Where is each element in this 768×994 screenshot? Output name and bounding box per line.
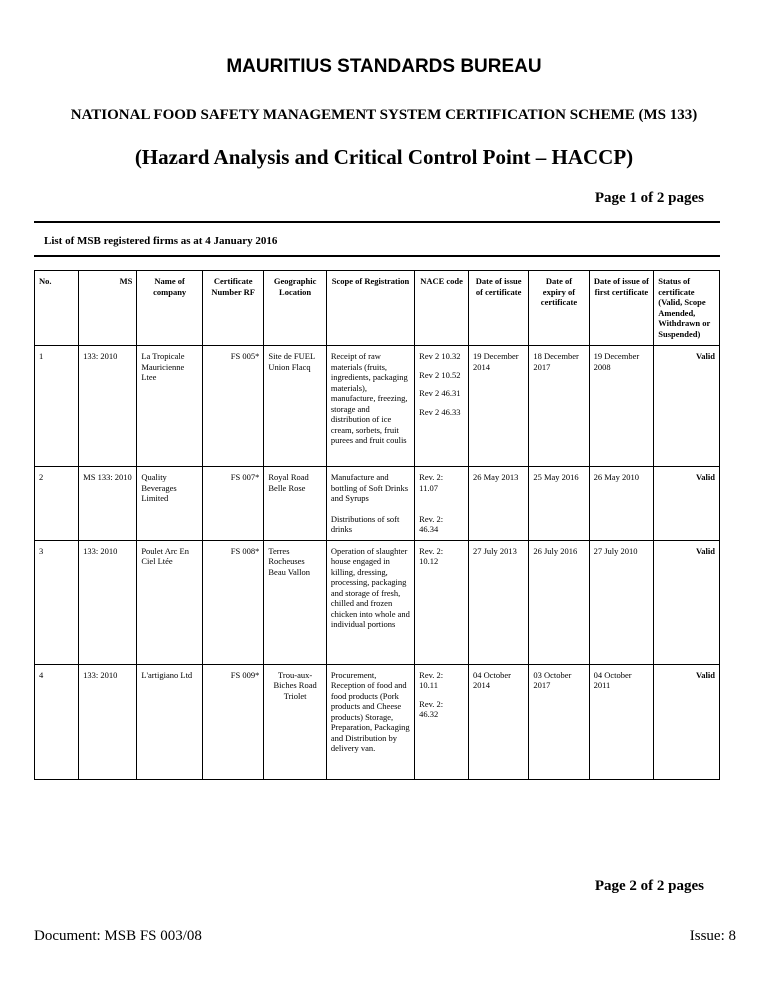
cell-scope: Distributions of soft drinks	[326, 509, 414, 541]
cell-location: Royal Road Belle Rose	[264, 467, 326, 541]
cell-ms: 133: 2010	[79, 346, 137, 467]
header-status: Status of certificate (Valid, Scope Amended, Withdrawn or Suspended)	[654, 271, 720, 346]
cell-nace: Rev. 2: 10.12	[415, 540, 469, 664]
cell-status: Valid	[654, 346, 720, 467]
nace-code: Rev. 2: 46.32	[419, 698, 444, 719]
table-row	[35, 467, 720, 509]
cell-scope: Procurement, Reception of food and food products (Pork products and Cheese products) Storage, Preparation, Packaging and Distribution by delivery van.	[326, 664, 414, 779]
header-expiry: Date of expiry of certificate	[529, 271, 589, 346]
cell-expiry: 18 December 2017	[529, 346, 589, 467]
cell-no: 3	[35, 540, 79, 664]
cell-company: Poulet Arc En Ciel Ltée	[137, 540, 203, 664]
page-indicator-top: Page 1 of 2 pages	[594, 190, 704, 206]
nace-code: Rev 2 10.32	[419, 351, 461, 361]
cell-issue: 27 July 2013	[469, 540, 529, 664]
table-header-row	[35, 271, 720, 346]
divider-top	[34, 221, 720, 223]
cell-expiry: 25 May 2016	[529, 467, 589, 541]
cell-nace: Rev. 2: 11.07	[415, 467, 469, 509]
cell-status: Valid	[654, 467, 720, 541]
header-ms: MS	[79, 271, 137, 346]
header-nace: NACE code	[415, 271, 469, 346]
haccp-title: (Hazard Analysis and Critical Control Point – HACCP)	[134, 145, 634, 169]
nace-code: Rev 2 46.31	[419, 388, 461, 398]
cell-company: Quality Beverages Limited	[137, 467, 203, 541]
cell-cert: FS 005*	[203, 346, 264, 467]
table-row	[35, 346, 720, 467]
cell-nace: Rev. 2: 46.34	[415, 509, 469, 541]
cell-expiry: 26 July 2016	[529, 540, 589, 664]
cell-nace	[415, 664, 469, 779]
header-issue: Date of issue of certificate	[469, 271, 529, 346]
cell-ms: 133: 2010	[79, 664, 137, 779]
cell-ms: MS 133: 2010	[79, 467, 137, 541]
header-cert: Certificate Number RF	[203, 271, 264, 346]
registered-firms-table	[34, 270, 720, 780]
cell-scope: Receipt of raw materials (fruits, ingredients, packaging materials), manufacture, freezing, storage and distribution of ice cream, sorbets, fruit purees and fruit coulis	[326, 346, 414, 467]
cell-cert: FS 007*	[203, 467, 264, 541]
cell-no: 1	[35, 346, 79, 467]
cell-company: La Tropicale Mauricienne Ltee	[137, 346, 203, 467]
cell-status: Valid	[654, 664, 720, 779]
cell-no: 4	[35, 664, 79, 779]
cell-nace	[415, 346, 469, 467]
list-label: List of MSB registered firms as at 4 January 2016	[44, 235, 278, 247]
cell-location: Site de FUEL Union Flacq	[264, 346, 326, 467]
header-location: Geographic Location	[264, 271, 326, 346]
header-scope: Scope of Registration	[326, 271, 414, 346]
bureau-title: MAURITIUS STANDARDS BUREAU	[226, 56, 542, 77]
cell-issue: 26 May 2013	[469, 467, 529, 541]
cell-scope: Manufacture and bottling of Soft Drinks and Syrups	[326, 467, 414, 509]
cell-ms: 133: 2010	[79, 540, 137, 664]
table-row	[35, 540, 720, 664]
cell-status: Valid	[654, 540, 720, 664]
cell-first: 04 October 2011	[589, 664, 654, 779]
nace-code: Rev 2 46.33	[419, 406, 461, 417]
cell-issue: 04 October 2014	[469, 664, 529, 779]
page-indicator-bottom: Page 2 of 2 pages	[594, 878, 704, 894]
header-no: No.	[35, 271, 79, 346]
header-first: Date of issue of first certificate	[589, 271, 654, 346]
cell-cert: FS 009*	[203, 664, 264, 779]
cell-expiry: 03 October 2017	[529, 664, 589, 779]
document-id: Document: MSB FS 003/08	[34, 928, 202, 944]
cell-first: 26 May 2010	[589, 467, 654, 541]
cell-scope: Operation of slaughter house engaged in killing, dressing, processing, packaging and storage of fresh, chilled and frozen chicken into whole and individual portions	[326, 540, 414, 664]
cell-location: Terres Rocheuses Beau Vallon	[264, 540, 326, 664]
table-row	[35, 664, 720, 779]
nace-code: Rev 2 10.52	[419, 369, 461, 380]
cell-cert: FS 008*	[203, 540, 264, 664]
scheme-title: NATIONAL FOOD SAFETY MANAGEMENT SYSTEM CERTIFICATION SCHEME (MS 133)	[70, 107, 698, 123]
cell-first: 19 December 2008	[589, 346, 654, 467]
cell-location: Trou-aux-Biches Road Triolet	[264, 664, 326, 779]
cell-company: L'artigiano Ltd	[137, 664, 203, 779]
divider-bottom	[34, 255, 720, 257]
cell-no: 2	[35, 467, 79, 541]
cell-issue: 19 December 2014	[469, 346, 529, 467]
header-company: Name of company	[137, 271, 203, 346]
cell-first: 27 July 2010	[589, 540, 654, 664]
issue-number: Issue: 8	[689, 928, 736, 944]
nace-code: Rev. 2: 10.11	[419, 669, 444, 690]
